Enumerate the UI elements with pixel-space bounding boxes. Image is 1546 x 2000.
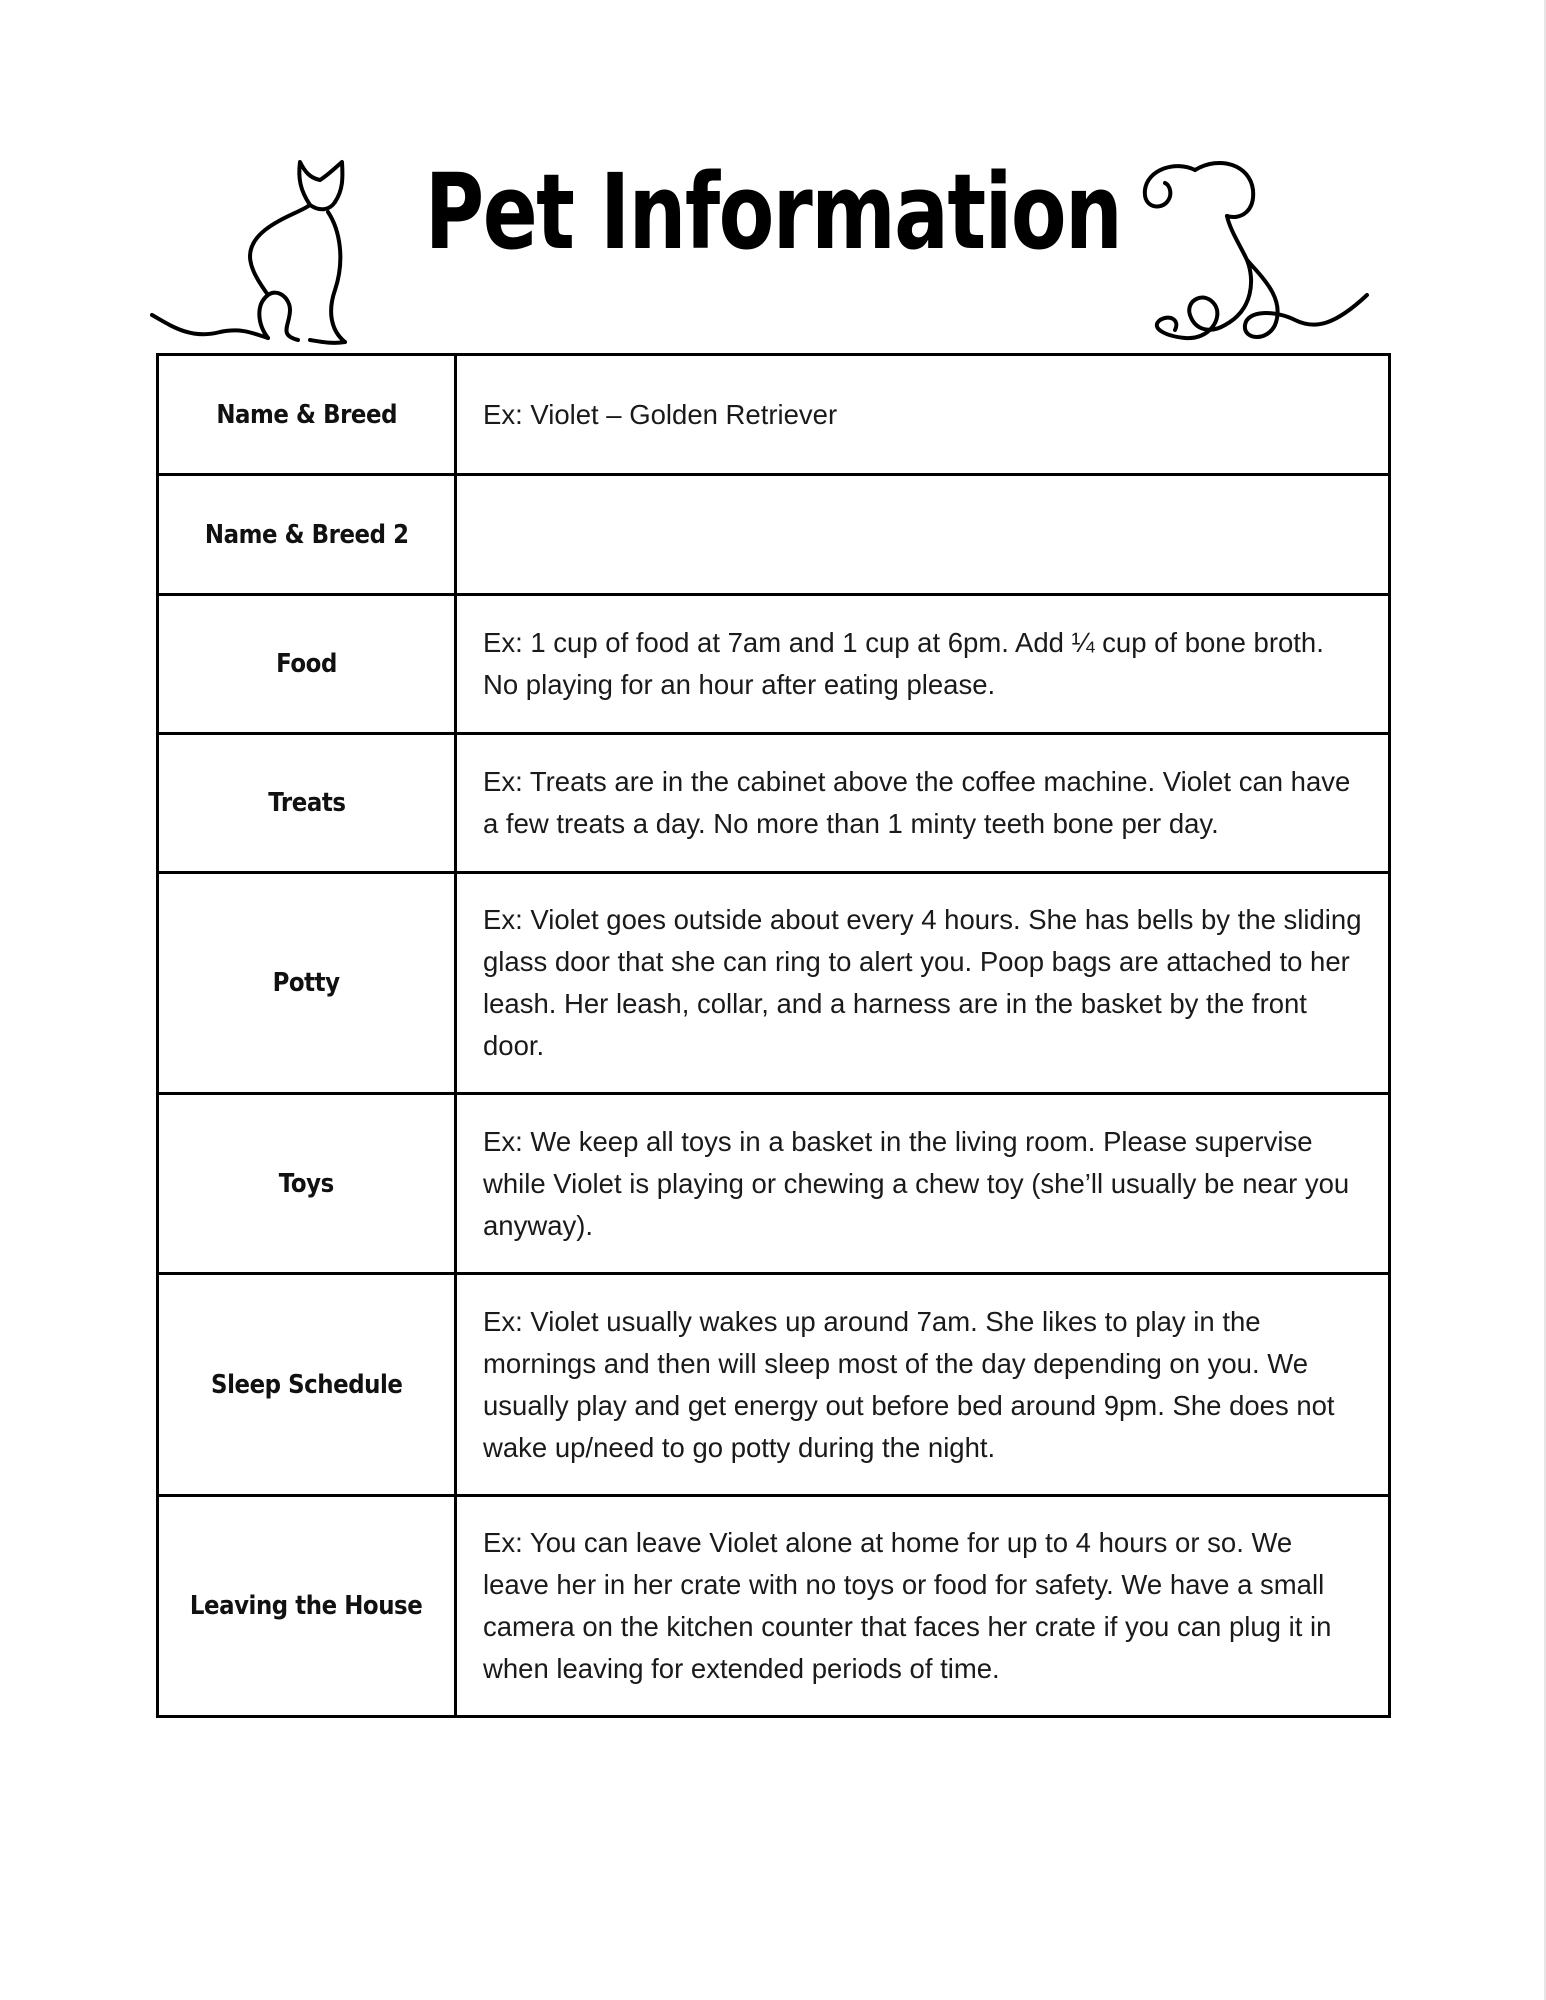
row-value[interactable]: Ex: 1 cup of food at 7am and 1 cup at 6pm. Add ¼ cup of bone broth. No playing for an hour after eating please. [456, 595, 1390, 734]
row-value[interactable]: Ex: You can leave Violet alone at home for up to 4 hours or so. We leave her in her crate with no toys or food for safety. We have a small camera on the kitchen counter that faces her crate if you can plug it in when leaving for extended periods of time. [456, 1496, 1390, 1717]
row-value[interactable]: Ex: Violet usually wakes up around 7am. She likes to play in the mornings and then will sleep most of the day depending on you. We usually play and get energy out before bed around 9pm. She does not wake up/need to go potty during the night. [456, 1274, 1390, 1496]
row-label: Name & Breed [158, 355, 456, 475]
row-label: Potty [158, 873, 456, 1094]
table-row [158, 1274, 1390, 1496]
row-value[interactable] [456, 475, 1390, 595]
row-label: Name & Breed 2 [158, 475, 456, 595]
table-row [158, 734, 1390, 873]
table-row [158, 1496, 1390, 1717]
row-value[interactable]: Ex: We keep all toys in a basket in the living room. Please supervise while Violet is playing or chewing a chew toy (she’ll usually be near you anyway). [456, 1094, 1390, 1274]
row-value[interactable]: Ex: Violet goes outside about every 4 hours. She has bells by the sliding glass door that she can ring to alert you. Poop bags are attached to her leash. Her leash, collar, and a harness are in the basket by the front door. [456, 873, 1390, 1094]
row-value[interactable]: Ex: Violet – Golden Retriever [456, 355, 1390, 475]
row-label: Food [158, 595, 456, 734]
row-label: Sleep Schedule [158, 1274, 456, 1496]
page-title: Pet Information [424, 151, 1122, 273]
table-row [158, 355, 1390, 475]
table-row [158, 475, 1390, 595]
table-row [158, 595, 1390, 734]
table-row [158, 1094, 1390, 1274]
row-label: Leaving the House [158, 1496, 456, 1717]
row-label: Treats [158, 734, 456, 873]
row-value[interactable]: Ex: Treats are in the cabinet above the coffee machine. Violet can have a few treats a day. No more than 1 minty teeth bone per day. [456, 734, 1390, 873]
pet-info-table [156, 353, 1391, 1718]
row-label: Toys [158, 1094, 456, 1274]
table-row [158, 873, 1390, 1094]
